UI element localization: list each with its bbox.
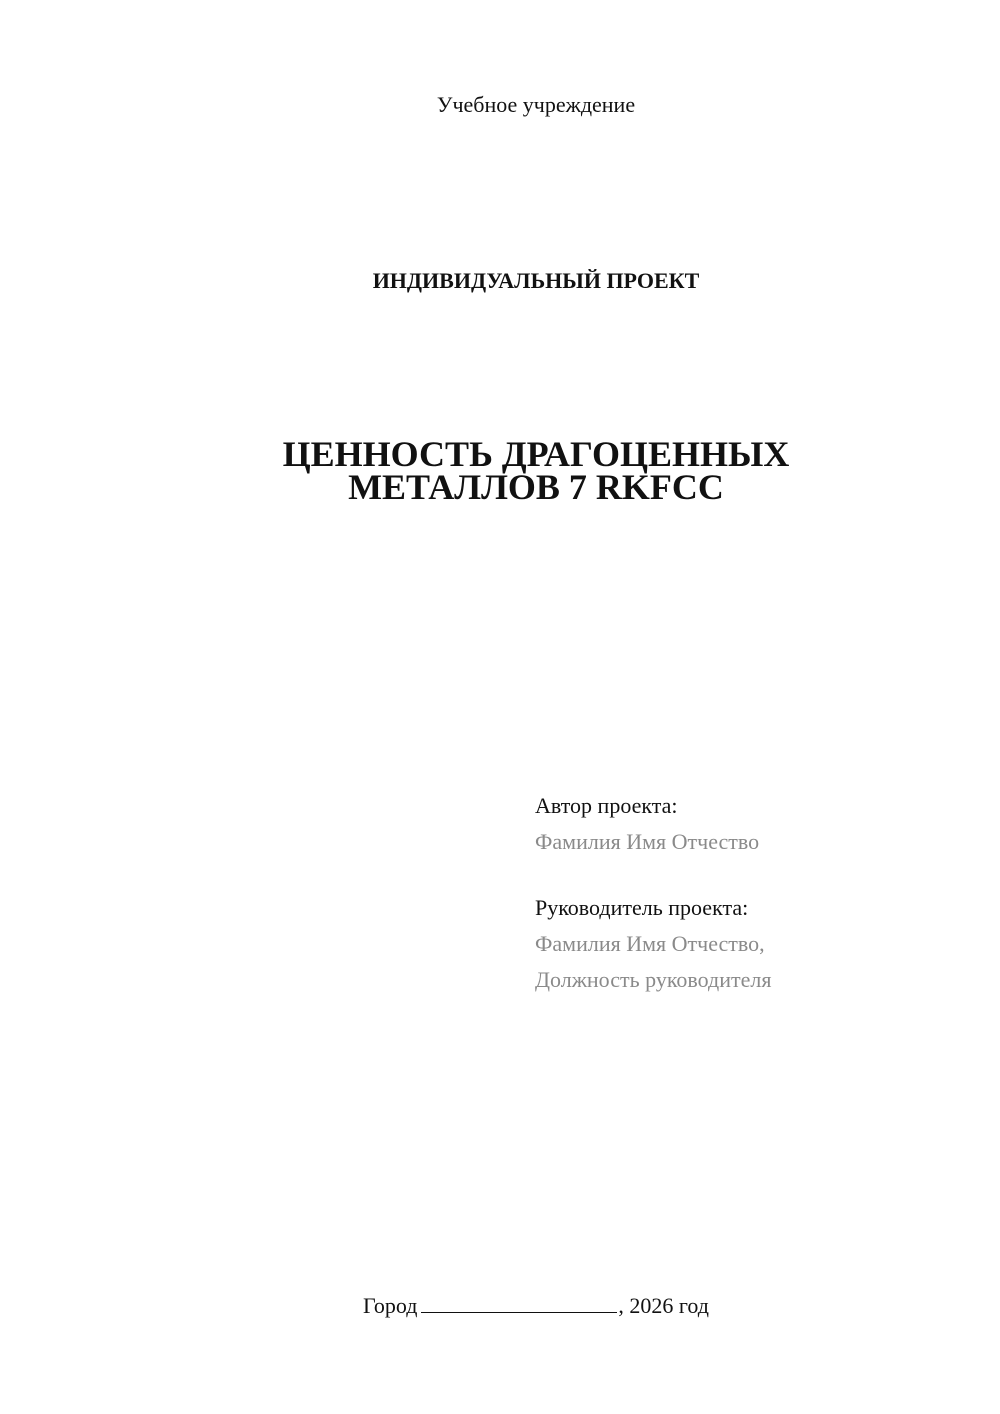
year-text: , 2026 год	[618, 1293, 709, 1318]
author-name: Фамилия Имя Отчество	[535, 829, 760, 854]
credits-spacer	[535, 860, 771, 890]
city-label: Город	[363, 1293, 418, 1318]
supervisor-position: Должность руководителя	[535, 967, 772, 992]
credits-block	[535, 788, 771, 998]
supervisor-label: Руководитель проекта:	[535, 895, 749, 920]
author-label: Автор проекта:	[535, 793, 678, 818]
supervisor-name: Фамилия Имя Отчество,	[535, 931, 765, 956]
footer-city-year	[0, 1290, 1000, 1321]
document-type: ИНДИВИДУАЛЬНЫЙ ПРОЕКТ	[372, 268, 700, 293]
institution-name: Учебное учреждение	[436, 92, 636, 117]
project-title	[0, 434, 1000, 507]
project-title-line-1: ЦЕННОСТЬ ДРАГОЦЕННЫХ	[282, 434, 790, 474]
city-blank-line	[421, 1290, 617, 1313]
project-title-line-2: МЕТАЛЛОВ 7 RKFCC	[348, 467, 724, 507]
